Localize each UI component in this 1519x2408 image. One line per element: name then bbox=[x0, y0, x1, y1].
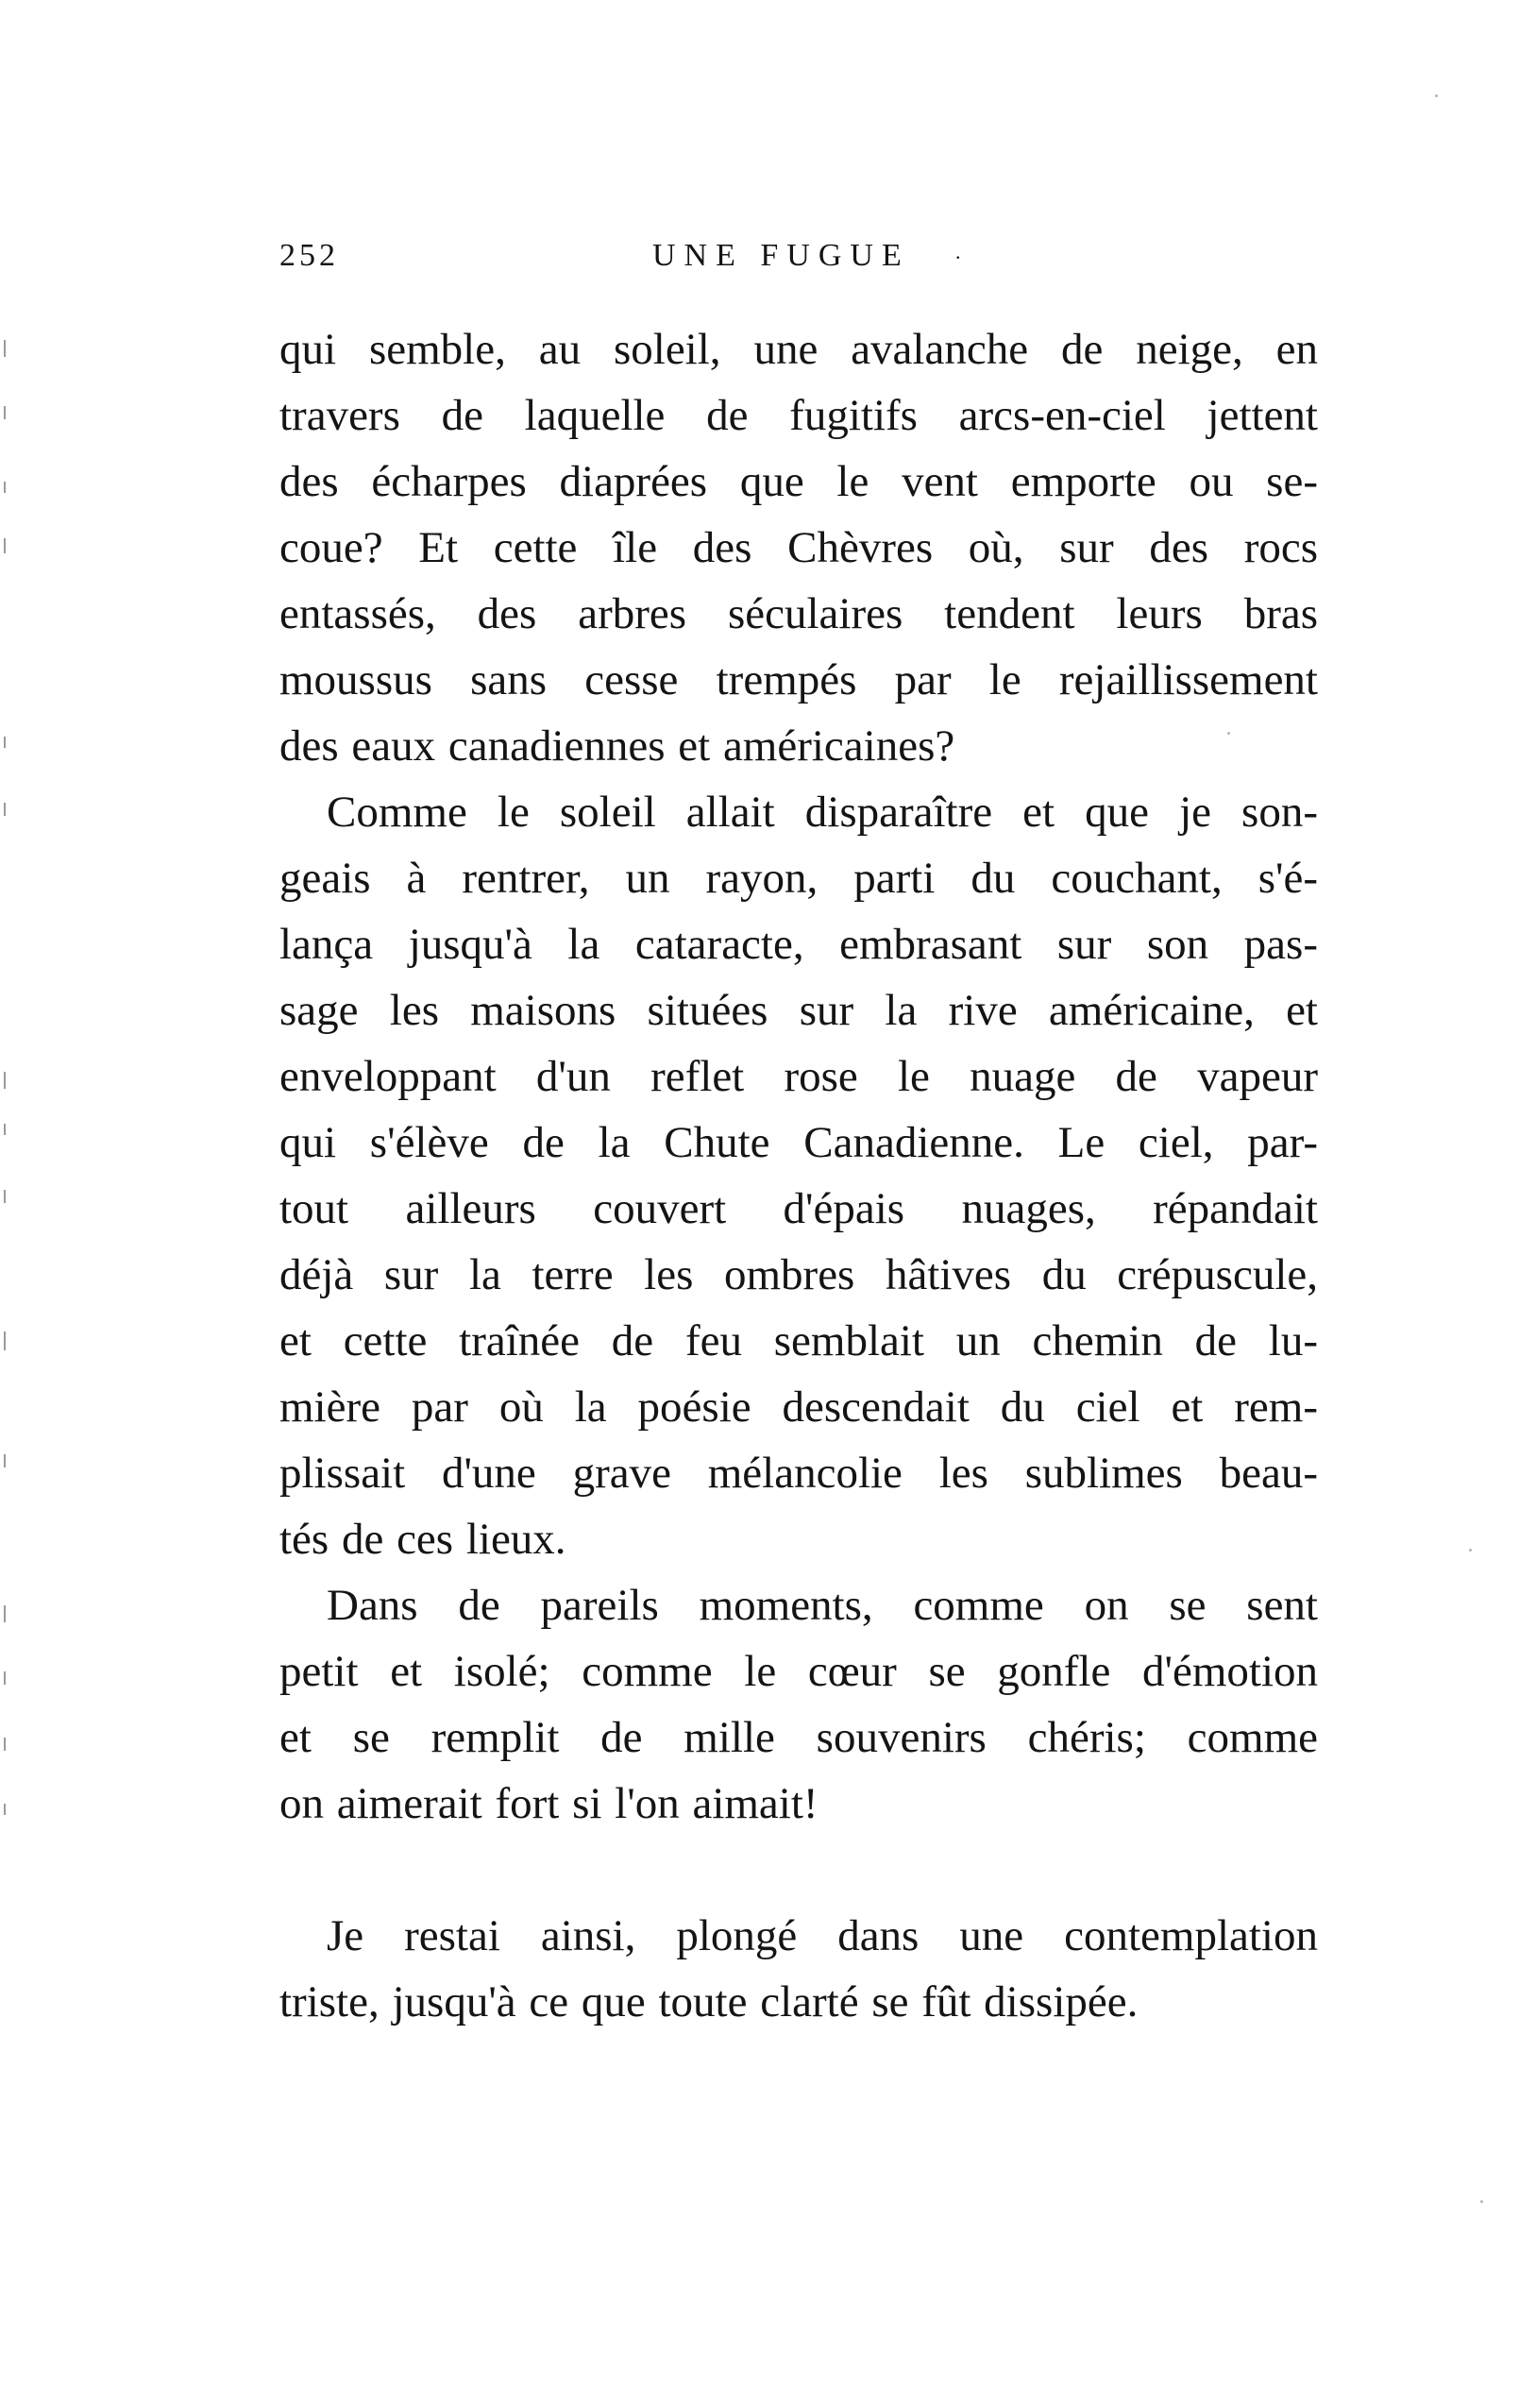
scan-mark bbox=[4, 1072, 6, 1089]
text-line: et cette traînée de feu semblait un chemin de lu- bbox=[279, 1316, 1318, 1365]
scan-mark bbox=[4, 1671, 6, 1685]
text-line: tés de ces lieux. bbox=[279, 1515, 566, 1564]
scan-mark bbox=[4, 1331, 6, 1350]
scan-mark bbox=[4, 1804, 6, 1815]
section-break bbox=[279, 1837, 1318, 1903]
text-line: Comme le soleil allait disparaître et que je son- bbox=[327, 788, 1318, 837]
scan-mark bbox=[4, 340, 6, 357]
text-line: et se remplit de mille souvenirs chéris; comme bbox=[279, 1713, 1318, 1762]
text-line: qui s'élève de la Chute Canadienne. Le ciel, par- bbox=[279, 1118, 1318, 1167]
paragraph bbox=[279, 1572, 1318, 1837]
scan-mark bbox=[4, 1124, 6, 1135]
scan-mark bbox=[4, 538, 6, 553]
page-number: 252 bbox=[279, 238, 339, 273]
text-line: enveloppant d'un reflet rose le nuage de vapeur bbox=[279, 1052, 1318, 1101]
scan-speck bbox=[1227, 732, 1230, 735]
paragraph bbox=[279, 1903, 1318, 2035]
text-line: petit et isolé; comme le cœur se gonfle d'émotion bbox=[279, 1647, 1318, 1696]
scan-mark bbox=[4, 406, 6, 419]
text-line: Dans de pareils moments, comme on se sent bbox=[327, 1581, 1318, 1630]
text-line: on aimerait fort si l'on aimait! bbox=[279, 1779, 819, 1828]
text-line: des écharpes diaprées que le vent emporte ou se- bbox=[279, 457, 1318, 506]
paragraph bbox=[279, 316, 1318, 779]
body-text bbox=[279, 316, 1318, 2035]
text-line: tout ailleurs couvert d'épais nuages, répandait bbox=[279, 1184, 1318, 1233]
scan-mark bbox=[4, 737, 6, 748]
text-line: travers de laquelle de fugitifs arcs-en-ciel jettent bbox=[279, 391, 1318, 440]
scan-mark bbox=[4, 1605, 6, 1622]
scan-speck bbox=[1435, 94, 1438, 97]
scan-speck bbox=[1480, 2200, 1483, 2203]
text-line: triste, jusqu'à ce que toute clarté se fût dissipée. bbox=[279, 1977, 1139, 2026]
text-line: plissait d'une grave mélancolie les sublimes beau- bbox=[279, 1449, 1318, 1498]
paragraph bbox=[279, 779, 1318, 1572]
text-line: mière par où la poésie descendait du ciel et rem- bbox=[279, 1382, 1318, 1432]
text-line: des eaux canadiennes et américaines? bbox=[279, 721, 955, 771]
page-header bbox=[279, 238, 1318, 285]
text-line: geais à rentrer, un rayon, parti du couchant, s'é- bbox=[279, 854, 1318, 903]
scan-margin-marks bbox=[4, 340, 9, 1851]
text-line: lança jusqu'à la cataracte, embrasant sur son pas- bbox=[279, 920, 1318, 969]
text-line: moussus sans cesse trempés par le rejaillissement bbox=[279, 655, 1318, 704]
header-mark: . bbox=[955, 240, 965, 263]
text-line: sage les maisons situées sur la rive américaine, et bbox=[279, 986, 1318, 1035]
scan-mark bbox=[4, 1738, 6, 1751]
text-line: coue? Et cette île des Chèvres où, sur des rocs bbox=[279, 523, 1318, 572]
text-line: entassés, des arbres séculaires tendent leurs bras bbox=[279, 589, 1318, 638]
scan-mark bbox=[4, 803, 6, 816]
running-head: UNE FUGUE bbox=[652, 238, 910, 273]
scan-mark bbox=[4, 1190, 6, 1203]
text-line: Je restai ainsi, plongé dans une contemplation bbox=[327, 1911, 1318, 1960]
scan-speck bbox=[1469, 1549, 1472, 1552]
text-line: déjà sur la terre les ombres hâtives du crépuscule, bbox=[279, 1250, 1318, 1299]
scan-mark bbox=[4, 1454, 6, 1467]
text-line: qui semble, au soleil, une avalanche de neige, en bbox=[279, 325, 1318, 374]
scan-mark bbox=[4, 482, 6, 493]
